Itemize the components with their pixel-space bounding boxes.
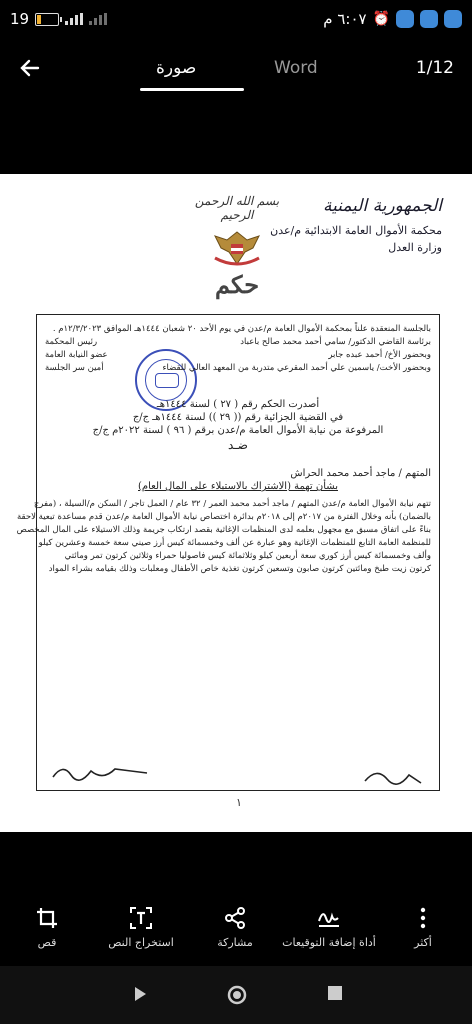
text-line: كرتون زيت طبخ ومائتين كرتون صابون وتسعين كرتون تغذية خاص الأطفال ومعلبات وذلك بقيامه بشراء المواد bbox=[48, 564, 431, 574]
header-line: وزارة العدل bbox=[388, 241, 442, 254]
verdict-frame bbox=[16, 314, 440, 791]
signature-icon bbox=[282, 900, 376, 936]
tool-label: قص bbox=[37, 936, 57, 949]
text-line: وألف وخمسمائة كيس أرز كوري سعة أربعين كيلو وثلاثمائة كيس فاصوليا حمراء وثلاثين كرتون تمر ومائتي bbox=[64, 551, 431, 561]
share-button[interactable] bbox=[188, 900, 282, 949]
tab-word[interactable]: Word bbox=[274, 58, 318, 78]
text-line-row bbox=[45, 362, 431, 375]
battery-icon bbox=[35, 13, 59, 26]
signal-icon-2 bbox=[89, 13, 107, 25]
text-line: المتهم / ماجد أحمد محمد الحراش bbox=[290, 468, 431, 479]
crop-icon bbox=[0, 900, 94, 936]
status-right bbox=[323, 10, 462, 28]
tool-label: استخراج النص bbox=[108, 936, 174, 949]
text-line-row bbox=[45, 349, 431, 362]
page-number: ١ bbox=[236, 796, 242, 809]
basmala: بسم الله الرحمن الرحيم bbox=[194, 194, 280, 222]
nav-recents-icon[interactable] bbox=[326, 984, 344, 1006]
extract-text-button[interactable] bbox=[94, 900, 188, 949]
text-line: وبحضور الأخ/ أحمد عبده جابر bbox=[328, 350, 431, 360]
back-arrow-icon[interactable] bbox=[18, 54, 42, 87]
alarm-icon: ⏰ bbox=[372, 11, 390, 27]
app-notification-icon bbox=[396, 10, 414, 28]
tab-image[interactable]: صورة bbox=[156, 58, 197, 78]
more-button[interactable] bbox=[376, 900, 470, 949]
text-line: في القضية الجزائية رقم (( ٢٩ )) لسنة ١٤٤٤هـ ج/ج bbox=[132, 412, 344, 423]
viewer-top-bar bbox=[0, 40, 472, 100]
text-line: المرفوعة من نيابة الأموال العامة م/عدن برقم ( ٩٦ ) لسنة ٢٠٢٢م ج/ج bbox=[92, 425, 384, 436]
eagle-emblem-icon bbox=[209, 226, 265, 270]
text-line: برئاسة القاضي الدكتور/ سامي أحمد محمد صالح باعباد bbox=[240, 337, 431, 347]
text-line: وبحضور الأخت/ ياسمين علي أحمد المقرعي متدربة من المعهد العالي للقضاء bbox=[162, 363, 431, 373]
app-notification-icon bbox=[420, 10, 438, 28]
system-nav-bar bbox=[0, 966, 472, 1024]
header-line: محكمة الأموال العامة الابتدائية م/عدن bbox=[270, 224, 442, 237]
add-signature-button[interactable] bbox=[282, 900, 376, 949]
share-icon bbox=[188, 900, 282, 936]
document-header bbox=[270, 196, 442, 254]
text-line: ضـد bbox=[227, 438, 248, 452]
tool-label: مشاركة bbox=[217, 936, 253, 949]
emblem-block bbox=[182, 194, 292, 299]
header-line: الجمهورية اليمنية bbox=[322, 196, 442, 216]
text-line: تتهم نيابة الأموال العامة م/عدن المتهم / ماجد أحمد محمد العمر / ٣٢ عام / العمل تاجر / السكن م/السيلة ، (مفرج bbox=[33, 499, 431, 509]
status-time: ٦:٠٧ م bbox=[323, 10, 367, 28]
text-line-row bbox=[45, 336, 431, 349]
more-vertical-icon bbox=[376, 900, 470, 936]
crop-button[interactable] bbox=[0, 900, 94, 949]
text-line: بالجلسة المنعقدة علناً بمحكمة الأموال العامة م/عدن في يوم الأحد ٢٠ شعبان ١٤٤٤هـ الموافق ١٢/٣/٢٠٢٣م . bbox=[52, 324, 431, 334]
text-line: أصدرت الحكم رقم ( ٢٧ ) لسنة ١٤٤٤هـ bbox=[156, 399, 320, 410]
role-label: رئيس المحكمة bbox=[45, 337, 98, 347]
text-line: للمنظمة العامة التابع للمنظمات الإغاثية وهو عبارة عن ألف وخمسمائة كيس أرز صيني سعة خمسة وعشرين كيلو bbox=[38, 538, 431, 548]
nav-back-icon[interactable] bbox=[130, 984, 150, 1008]
text-extract-icon bbox=[94, 900, 188, 936]
verdict-text bbox=[16, 323, 431, 576]
active-tab-indicator bbox=[140, 88, 244, 91]
page-counter: 1/12 bbox=[415, 58, 454, 78]
document-page[interactable] bbox=[0, 174, 472, 832]
signal-icon bbox=[65, 13, 83, 25]
tool-label: أكثر bbox=[414, 936, 432, 949]
text-line: بالضمان) بأنه وخلال الفترة من ٢٠١٧م إلى ٢٠١٨م بدائرة اختصاص نيابة الأموال العامة م/عدن قدم مساعدة تبعية لاحقة bbox=[16, 512, 431, 522]
tool-label: أداة إضافة التوقيعات bbox=[282, 936, 376, 949]
text-line: بناءً على اتفاق مسبق مع مجهول بعلمه لدى المنظمات الإغاثية بقصد ارتكاب جريمة وذلك الاستيلاء على المال المخصص bbox=[16, 525, 431, 535]
battery-percent: 19 bbox=[10, 10, 30, 28]
role-label: عضو النيابة العامة bbox=[45, 350, 108, 360]
signature-icon bbox=[363, 765, 423, 789]
signature-icon bbox=[51, 759, 151, 785]
app-notification-icon bbox=[444, 10, 462, 28]
status-bar bbox=[0, 0, 472, 40]
bottom-toolbar bbox=[0, 900, 472, 964]
status-left bbox=[10, 10, 107, 28]
verdict-title: حكم bbox=[214, 270, 260, 299]
nav-home-icon[interactable] bbox=[226, 984, 248, 1010]
text-line: بشأن تهمة (الاشتراك بالاستيلاء على المال العام) bbox=[138, 481, 338, 492]
role-label: أمين سر الجلسة bbox=[45, 363, 104, 373]
